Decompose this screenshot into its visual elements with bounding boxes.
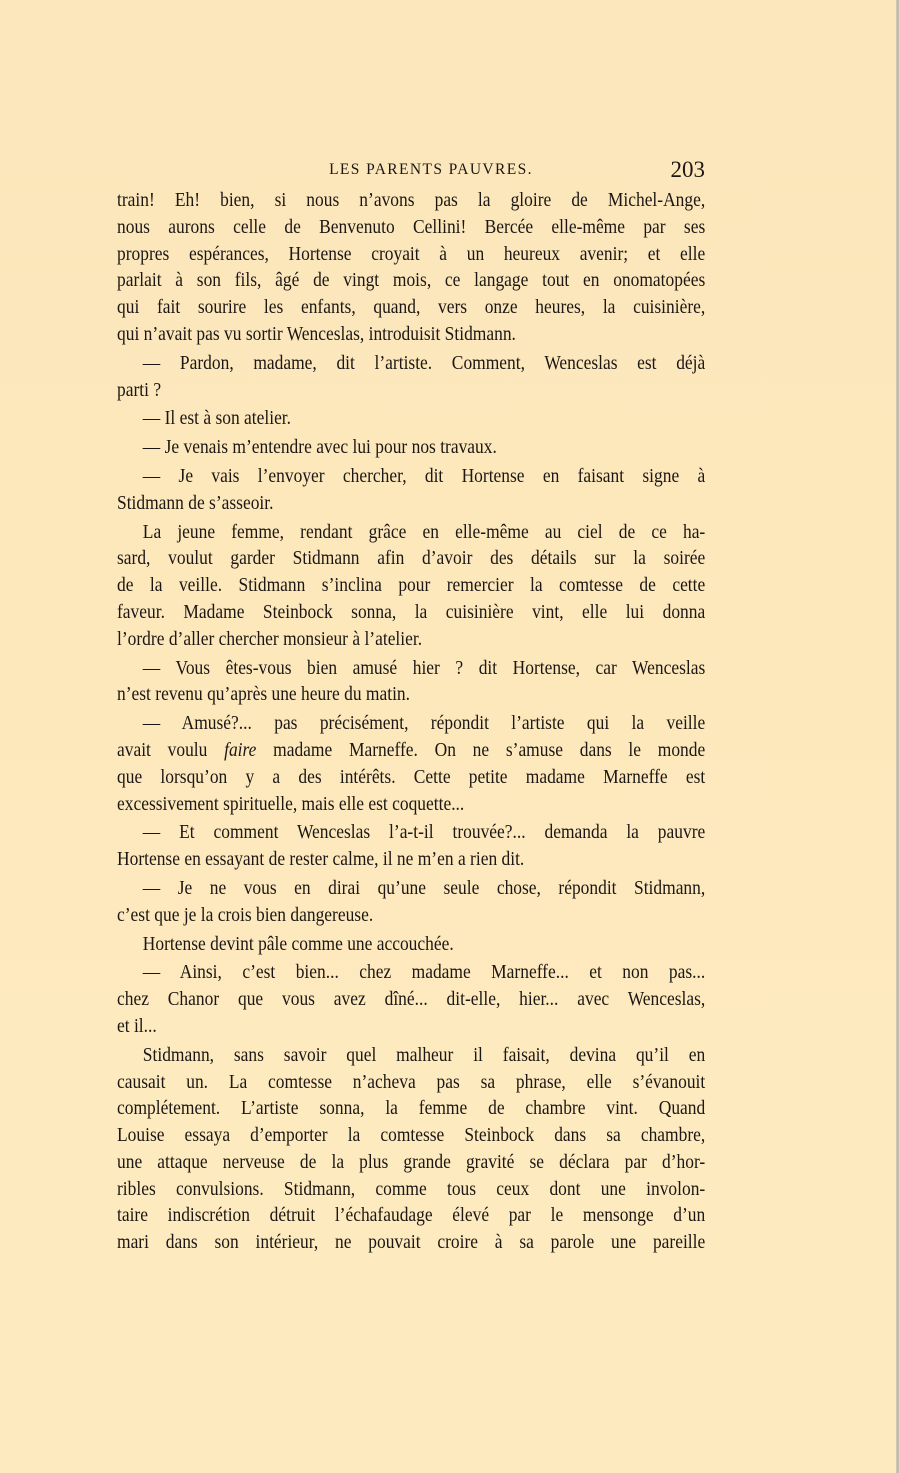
text-line: ribles convulsions. Stidmann, comme tous ceux dont une involon- bbox=[117, 1177, 706, 1200]
text-line: n’est revenu qu’après une heure du matin. bbox=[117, 683, 411, 706]
text-line: parlait à son fils, âgé de vingt mois, ce langage tout en onomatopées bbox=[117, 269, 706, 292]
text-line bbox=[117, 737, 705, 764]
text-line: train! Eh! bien, si nous n’avons pas la gloire de Michel-Ange, bbox=[117, 189, 706, 211]
text-run: madame Marneffe. On ne s’amuse dans le monde bbox=[256, 738, 706, 761]
text-line: et il... bbox=[117, 1014, 157, 1037]
text-line: chez Chanor que vous avez dîné... dit-elle, hier... avec Wenceslas, bbox=[117, 988, 706, 1011]
text-line: excessivement spirituelle, mais elle est coquette... bbox=[117, 792, 465, 815]
text-line: que lorsqu’on y a des intérêts. Cette petite madame Marneffe est bbox=[117, 765, 706, 788]
text-line: La jeune femme, rendant grâce en elle-même au ciel de ce ha- bbox=[142, 520, 706, 543]
text-line: — Ainsi, c’est bien... chez madame Marneffe... et non pas... bbox=[142, 961, 706, 984]
text-line: taire indiscrétion détruit l’échafaudage élevé par le mensonge d’un bbox=[117, 1204, 706, 1227]
text-line: — Vous êtes-vous bien amusé hier ? dit Hortense, car Wenceslas bbox=[142, 656, 706, 679]
text-line: une attaque nerveuse de la plus grande gravité se déclara par d’hor- bbox=[117, 1150, 706, 1173]
italic-word: faire bbox=[224, 738, 257, 761]
page-number: 203 bbox=[670, 157, 705, 182]
text-line: faveur. Madame Steinbock sonna, la cuisinière vint, elle lui donna bbox=[117, 600, 706, 623]
text-line: causait un. La comtesse n’acheva pas sa phrase, elle s’évanouit bbox=[117, 1070, 706, 1093]
text-line: Stidmann de s’asseoir. bbox=[117, 491, 274, 514]
text-line: qui fait sourire les enfants, quand, vers onze heures, la cuisinière, bbox=[117, 296, 706, 319]
text-line: Hortense devint pâle comme une accouchée. bbox=[142, 932, 454, 955]
text-line: nous aurons celle de Benvenuto Cellini! Bercée elle-même par ses bbox=[117, 215, 706, 238]
text-line: c’est que je la crois bien dangereuse. bbox=[117, 903, 374, 926]
text-line: mari dans son intérieur, ne pouvait croire à sa parole une pareille bbox=[117, 1231, 706, 1254]
text-line: — Je ne vous en dirai qu’une seule chose, répondit Stidmann, bbox=[142, 876, 706, 899]
text-line: — Je venais m’entendre avec lui pour nos travaux. bbox=[142, 436, 497, 459]
text-line: — Je vais l’envoyer chercher, dit Hortense en faisant signe à bbox=[142, 464, 706, 487]
text-run: avait voulu bbox=[117, 738, 225, 761]
text-line: de la veille. Stidmann s’inclina pour remercier la comtesse de cette bbox=[117, 574, 706, 597]
text-line: propres espérances, Hortense croyait à un heureux avenir; et elle bbox=[117, 242, 706, 265]
text-line: qui n’avait pas vu sortir Wenceslas, introduisit Stidmann. bbox=[117, 322, 516, 345]
text-line: l’ordre d’aller chercher monsieur à l’atelier. bbox=[117, 627, 423, 650]
text-line: sard, voulut garder Stidmann afin d’avoir des détails sur la soirée bbox=[117, 547, 706, 570]
text-line: — Il est à son atelier. bbox=[142, 407, 292, 430]
text-line: complétement. L’artiste sonna, la femme de chambre vint. Quand bbox=[117, 1097, 706, 1120]
body-text bbox=[117, 187, 705, 1256]
text-line: parti ? bbox=[117, 378, 162, 401]
text-line: — Et comment Wenceslas l’a-t-il trouvée?... demanda la pauvre bbox=[142, 821, 706, 844]
text-line: — Amusé?... pas précisément, répondit l’artiste qui la veille bbox=[142, 712, 706, 735]
text-line: Hortense en essayant de rester calme, il ne m’en a rien dit. bbox=[117, 848, 525, 871]
text-line: — Pardon, madame, dit l’artiste. Comment, Wenceslas est déjà bbox=[142, 351, 706, 374]
running-title: LES PARENTS PAUVRES. bbox=[329, 161, 533, 178]
text-line: Stidmann, sans savoir quel malheur il faisait, devina qu’il en bbox=[142, 1043, 706, 1066]
text-line: Louise essaya d’emporter la comtesse Steinbock dans sa chambre, bbox=[117, 1124, 706, 1147]
running-head bbox=[117, 157, 705, 187]
page-edge bbox=[896, 0, 900, 1473]
